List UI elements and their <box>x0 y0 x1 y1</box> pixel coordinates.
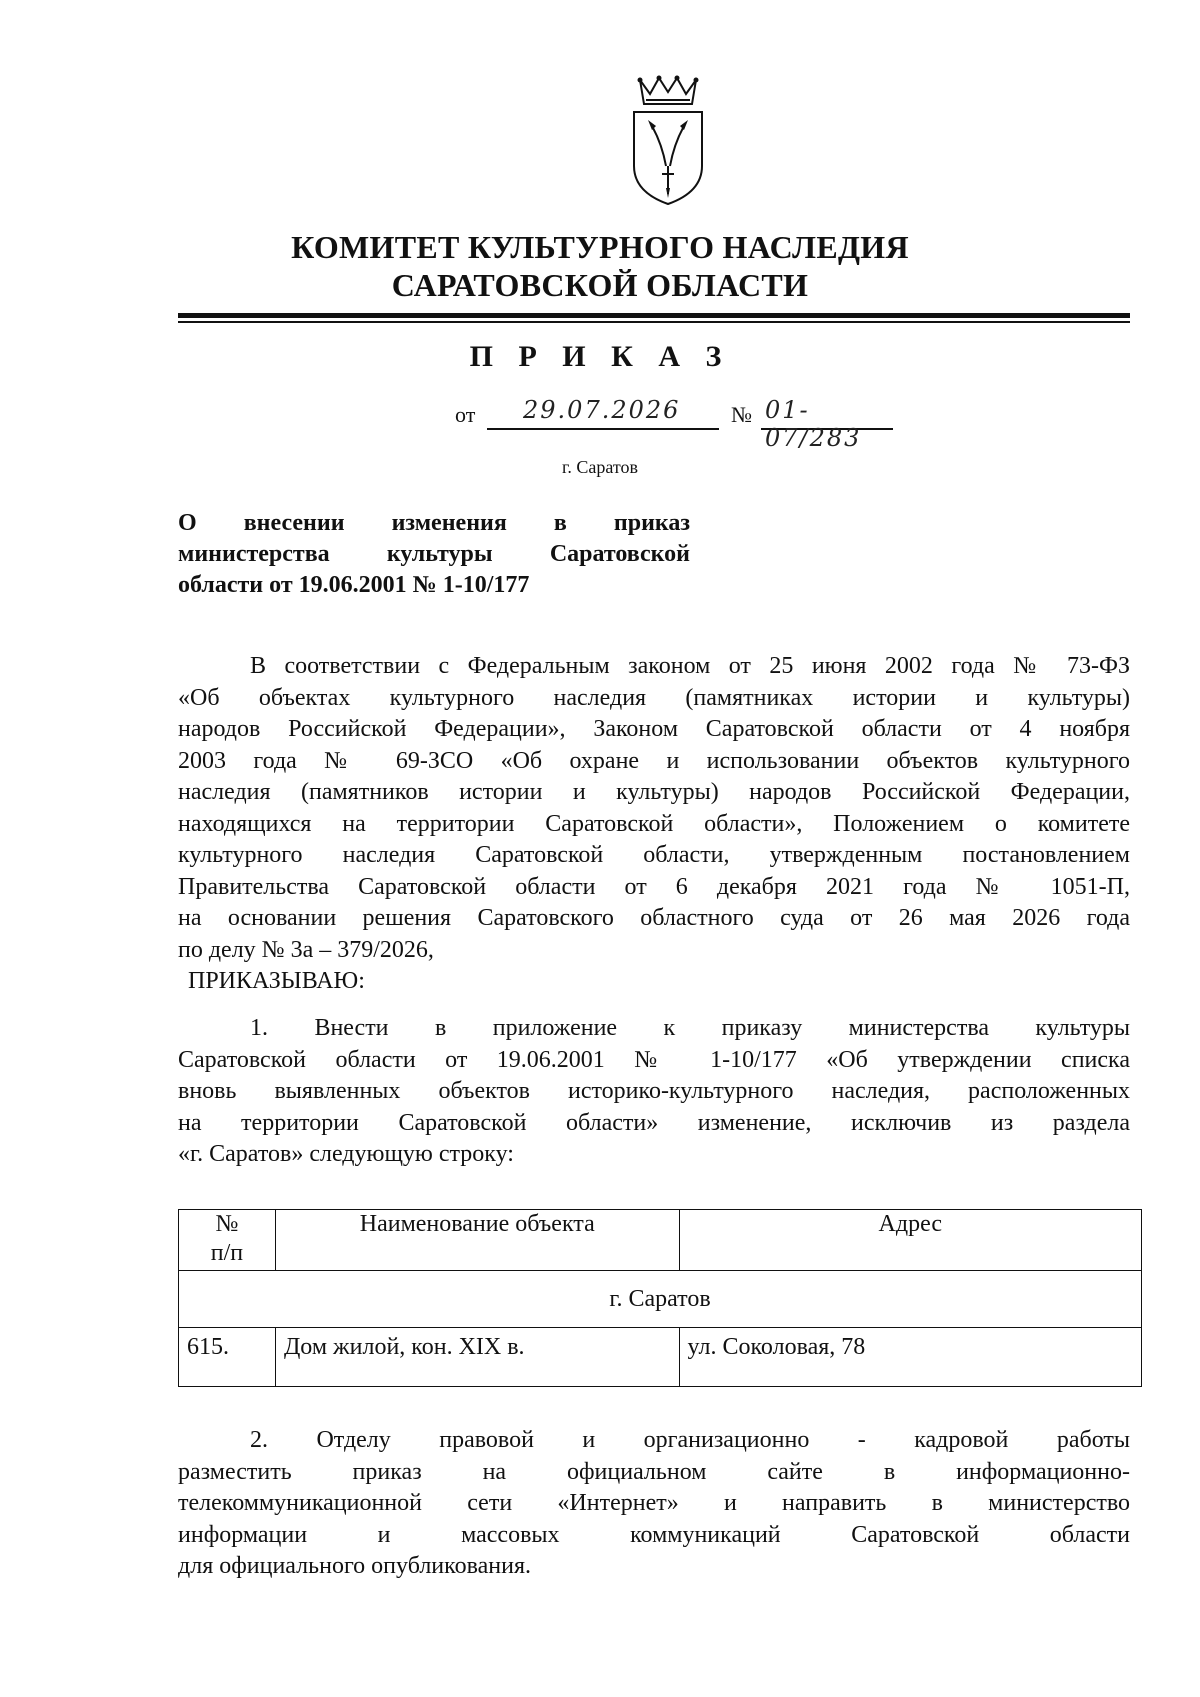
paragraph-line: информации и массовых коммуникаций Саратовской области <box>178 1521 1130 1548</box>
handwritten-date: 29.07.2026 <box>523 396 681 424</box>
header-divider-thick <box>178 313 1130 318</box>
paragraph-line: по делу № 3а – 379/2026, <box>178 936 434 963</box>
paragraph-line: 2003 года № 69-ЗСО «Об охране и использовании объектов культурного <box>178 747 1130 774</box>
column-header-number-line2: п/п <box>210 1240 244 1266</box>
table-header-row <box>179 1210 1142 1271</box>
preamble-paragraph <box>178 651 1130 998</box>
subject-line: О внесении изменения в приказ <box>178 510 690 536</box>
organization-name-line2: САРАТОВСКОЙ ОБЛАСТИ <box>391 267 809 303</box>
column-header-address: Адрес <box>679 1210 1141 1271</box>
paragraph-line: телекоммуникационной сети «Интернет» и направить в министерство <box>178 1490 1130 1516</box>
paragraph-line: В соответствии с Федеральным законом от 25 июня 2002 года № 73-ФЗ <box>250 653 1130 679</box>
order-subject <box>178 508 690 601</box>
paragraph-line: находящихся на территории Саратовской области», Положением о комитете <box>178 810 1130 837</box>
column-header-number-line1: № <box>215 1211 239 1237</box>
paragraph-line: «Об объектах культурного наследия (памятниках истории и культуры) <box>178 684 1130 711</box>
paragraph-line: культурного наследия Саратовской области, утвержденным постановлением <box>178 842 1130 868</box>
organization-name-line1: КОМИТЕТ КУЛЬТУРНОГО НАСЛЕДИЯ <box>291 229 909 265</box>
table-row <box>179 1328 1142 1387</box>
header-divider-thin <box>178 321 1130 323</box>
row-object-name: Дом жилой, кон. XIX в. <box>275 1328 679 1387</box>
organization-name <box>0 228 1200 304</box>
column-header-name: Наименование объекта <box>275 1210 679 1271</box>
subject-line: области от 19.06.2001 № 1-10/177 <box>178 572 530 598</box>
paragraph-line: 2. Отделу правовой и организационно - кадровой работы <box>250 1427 1130 1453</box>
paragraph-line: 1. Внести в приложение к приказу министерства культуры <box>250 1015 1130 1041</box>
date-underline <box>487 428 719 430</box>
row-address: ул. Соколовая, 78 <box>679 1328 1141 1387</box>
paragraph-line: народов Российской Федерации», Законом Саратовской области от 4 ноября <box>178 716 1130 742</box>
item-1-paragraph <box>178 1013 1130 1171</box>
paragraph-line: на основании решения Саратовского областного суда от 26 мая 2026 года <box>178 905 1130 931</box>
handwritten-number: 01-07/283 <box>765 396 862 452</box>
date-label: от <box>455 402 476 427</box>
order-command: ПРИКАЗЫВАЮ: <box>188 968 365 994</box>
document-type-title: П Р И К А З <box>469 340 731 373</box>
paragraph-line: «г. Саратов» следующую строку: <box>178 1141 514 1167</box>
saratov-coat-of-arms-icon <box>626 70 710 210</box>
paragraph-line: Саратовской области от 19.06.2001 № 1-10/177 «Об утверждении списка <box>178 1046 1130 1073</box>
paragraph-line: разместить приказ на официальном сайте в информационно- <box>178 1458 1130 1485</box>
column-header-number <box>179 1210 276 1271</box>
paragraph-line: на территории Саратовской области» изменение, исключив из раздела <box>178 1109 1130 1136</box>
table-section-row <box>179 1271 1142 1328</box>
issue-city: г. Саратов <box>562 457 638 477</box>
paragraph-line: Правительства Саратовской области от 6 декабря 2021 года № 1051-П, <box>178 873 1130 900</box>
row-number: 615. <box>179 1328 276 1387</box>
item-2-paragraph <box>178 1425 1130 1583</box>
section-city: г. Саратов <box>179 1271 1142 1328</box>
paragraph-line: для официального опубликования. <box>178 1553 531 1579</box>
subject-line: министерства культуры Саратовской <box>178 541 690 567</box>
number-label: № <box>731 402 752 427</box>
heritage-objects-table <box>178 1209 1142 1387</box>
paragraph-line: наследия (памятников истории и культуры) народов Российской Федерации, <box>178 779 1130 805</box>
paragraph-line: вновь выявленных объектов историко-культурного наследия, расположенных <box>178 1078 1130 1104</box>
